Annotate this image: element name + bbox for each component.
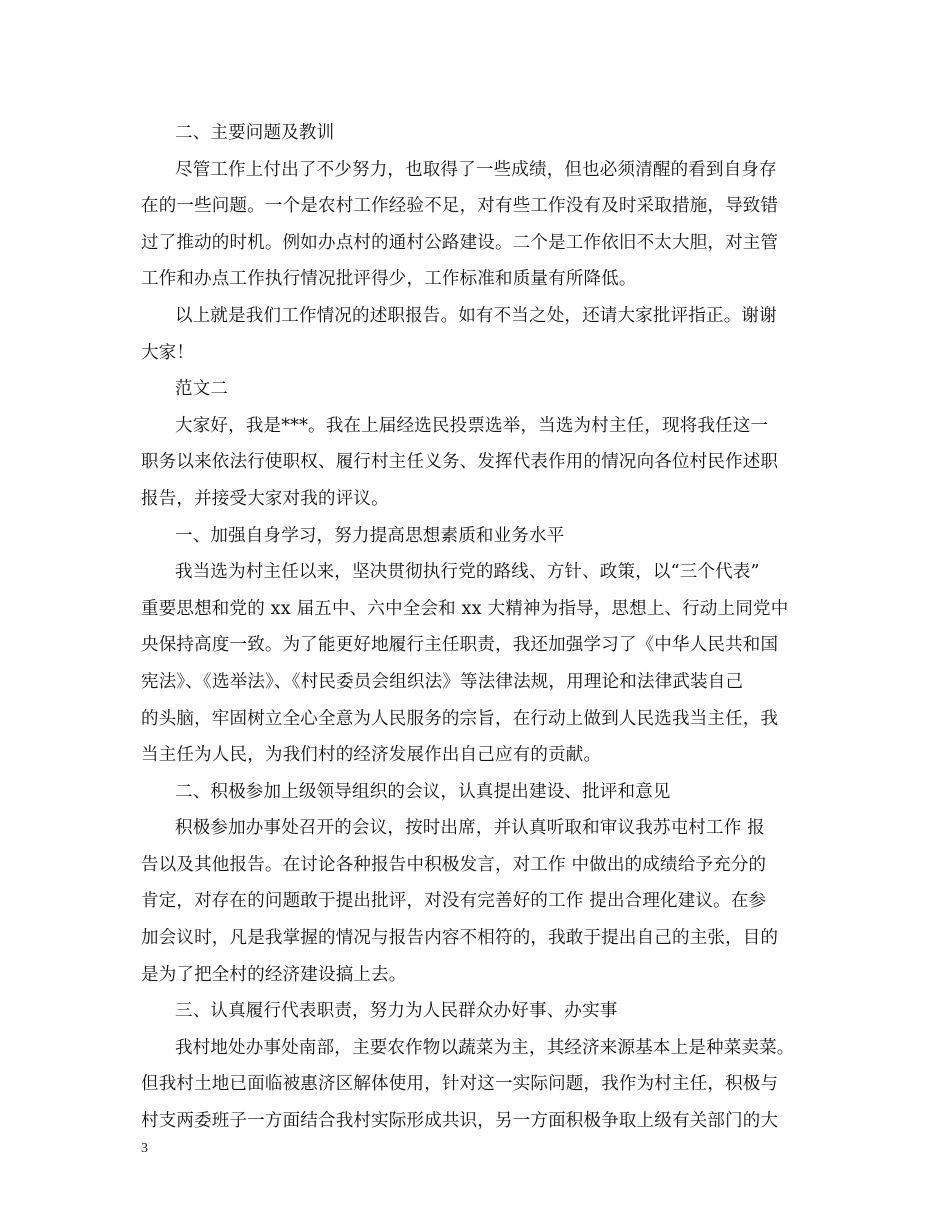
text-line: 尽管工作上付出了不少努力，也取得了一些成绩，但也必须清醒的看到自身存 [175, 159, 777, 180]
text-line: 央保持高度一致。为了能更好地履行主任职责，我还加强学习了《中华人民共和国 [141, 635, 779, 656]
text-line: 二、主要问题及教训 [175, 123, 335, 143]
text-line: 重要思想和党的 xx 届五中、六中全会和 xx 大精神为指导，思想上、行动上同党中 [141, 598, 789, 619]
text-line: 的头脑，牢固树立全心全意为人民服务的宗旨，在行动上做到人民选我当主任，我 [141, 708, 779, 729]
text-line: 是为了把全村的经济建设搞上去。 [141, 964, 407, 985]
text-line: 三、认真履行代表职责，努力为人民群众办好事、办实事 [175, 1001, 618, 1022]
text-line: 报告，并接受大家对我的评议。 [141, 488, 389, 509]
text-line: 宪法》、《选举法》、《村民委员会组织法》等法律法规，用理论和法律武装自己 [141, 671, 744, 692]
text-line: 一、加强自身学习，努力提高思想素质和业务水平 [175, 525, 565, 546]
page-number: 3 [141, 1141, 148, 1156]
text-line: 肯定，对存在的问题敢于提出批评，对没有完善好的工作 提出合理化建议。在参 [141, 891, 767, 912]
text-line: 但我村土地已面临被惠济区解体使用，针对这一实际问题，我作为村主任，积极与 [141, 1074, 779, 1095]
text-line: 告以及其他报告。在讨论各种报告中积极发言，对工作 中做出的成绩给予充分的 [141, 854, 767, 875]
text-line: 二、积极参加上级领导组织的会议，认真提出建设、批评和意见 [175, 781, 671, 802]
text-line: 过了推动的时机。例如办点村的通村公路建设。二个是工作依旧不太大胆，对主管 [141, 232, 779, 253]
text-line: 大家！ [141, 342, 195, 363]
text-line: 工作和办点工作执行情况批评得少，工作标准和质量有所降低。 [141, 269, 637, 290]
text-line: 积极参加办事处召开的会议，按时出席，并认真听取和审议我苏屯村工作 报 [175, 818, 765, 839]
text-line: 以上就是我们工作情况的述职报告。如有不当之处，还请大家批评指正。谢谢 [175, 305, 777, 326]
text-line: 大家好，我是***。我在上届经选民投票选举，当选为村主任，现将我任这一 [175, 415, 769, 436]
text-line: 村支两委班子一方面结合我村实际形成共识，另一方面积极争取上级有关部门的大 [141, 1111, 779, 1132]
text-line: 我村地处办事处南部，主要农作物以蔬菜为主，其经济来源基本上是种菜卖菜。 [175, 1037, 795, 1058]
text-line: 职务以来依法行使职权、履行村主任义务、发挥代表作用的情况向各位村民作述职 [141, 452, 779, 473]
text-line: 在的一些问题。一个是农村工作经验不足，对有些工作没有及时采取措施，导致错 [141, 196, 779, 217]
text-line: 当主任为人民，为我们村的经济发展作出自己应有的贡献。 [141, 745, 602, 766]
text-line: 加会议时，凡是我掌握的情况与报告内容不相符的，我敢于提出自己的主张，目的 [141, 928, 779, 949]
text-line: 我当选为村主任以来，坚决贯彻执行党的路线、方针、政策，以“三个代表” [175, 562, 760, 583]
text-line: 范文二 [175, 379, 229, 400]
document-body [141, 115, 831, 1140]
